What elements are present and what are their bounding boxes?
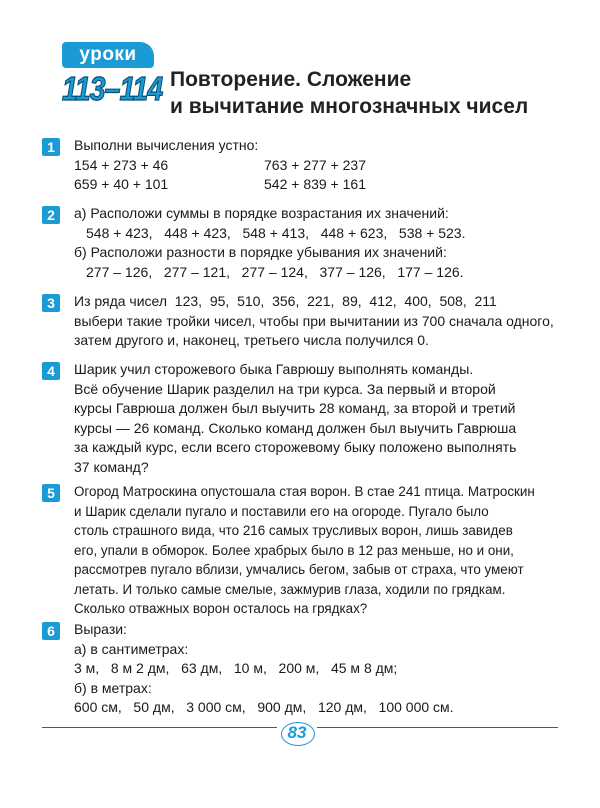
task-text-line: за каждый курс, если всего сторожевому быку положено выполнять <box>74 439 517 455</box>
task-number: 5 <box>42 484 60 502</box>
expression: 659 + 40 + 101 <box>74 176 169 192</box>
task-part-b: б) Расположи разности в порядке убывания их значений: <box>74 244 447 260</box>
task-part-a-values: 3 м, 8 м 2 дм, 63 дм, 10 м, 200 м, 45 м 8 дм; <box>74 660 398 676</box>
task-text-line: Шарик учил сторожевого быка Гаврюшу выполнять команды. <box>74 361 474 377</box>
task-body <box>74 136 564 195</box>
task-part-a-values: 548 + 423, 448 + 423, 548 + 413, 448 + 623, 538 + 523. <box>86 224 466 241</box>
lesson-tag: уроки <box>62 42 154 68</box>
task-text-line: летать. И только самые смелые, зажмурив глаза, ходили по грядкам. <box>74 581 506 597</box>
task-number: 3 <box>42 294 60 312</box>
task-intro: Выполни вычисления устно: <box>74 137 259 153</box>
task-number: 1 <box>42 138 60 156</box>
task-number: 2 <box>42 206 60 224</box>
task-body <box>74 620 564 718</box>
task-part-b-values: 277 – 126, 277 – 121, 277 – 124, 377 – 126, 177 – 126. <box>86 263 464 280</box>
task-number: 4 <box>42 362 60 380</box>
page-number-oval <box>281 722 315 746</box>
expression-row <box>74 175 564 195</box>
task-text-line: столь страшного вида, что 216 самых трусливых ворон, лишь завидев <box>74 523 513 538</box>
task-body <box>74 482 564 619</box>
task-text-line: Из ряда чисел 123, 95, 510, 356, 221, 89, 412, 400, 508, 211 <box>74 293 497 309</box>
task-text-line: рассмотрев пугало вблизи, умчались бегом, забыв от страха, что умеют <box>74 562 524 577</box>
task-text-line: Всё обучение Шарик разделил на три курса. За первый и второй <box>74 380 496 397</box>
task-intro: Вырази: <box>74 621 127 637</box>
task-text-line: 37 команд? <box>74 458 149 475</box>
page-title <box>170 66 570 120</box>
task-text-line: затем другого и, наконец, третьего числа получился 0. <box>74 332 429 348</box>
expression: 154 + 273 + 46 <box>74 156 169 173</box>
task-text-line: выбери такие тройки чисел, чтобы при вычитании из 700 сначала одного, <box>74 312 554 329</box>
task-text-line: и Шарик сделали пугало и поставили его на огороде. Пугало было <box>74 503 489 519</box>
task-text-line: Огород Матроскина опустошала стая ворон. В стае 241 птица. Матроскин <box>74 484 535 499</box>
expression: 763 + 277 + 237 <box>264 156 366 173</box>
title-line-1: Повторение. Сложение <box>170 68 412 91</box>
lesson-numbers: 113–114 <box>62 70 163 107</box>
task-body <box>74 292 564 351</box>
expression-row <box>74 156 564 176</box>
task-part-b-values: 600 см, 50 дм, 3 000 см, 900 дм, 120 дм, 100 000 см. <box>74 699 454 715</box>
task-body <box>74 360 564 477</box>
title-line-2: и вычитание многозначных чисел <box>170 95 529 118</box>
task-part-b: б) в метрах: <box>74 679 152 696</box>
expression: 542 + 839 + 161 <box>264 176 366 192</box>
page-number: 83 <box>277 721 317 745</box>
task-text-line: курсы — 26 команд. Сколько команд должен был выучить Гаврюша <box>74 419 517 436</box>
task-text-line: курсы Гаврюша должен был выучить 28 команд, за второй и третий <box>74 400 516 416</box>
task-text-line: его, упали в обморок. Более храбрых было в 12 раз меньше, но и они, <box>74 542 514 558</box>
task-body <box>74 204 564 282</box>
task-part-a: а) Расположи суммы в порядке возрастания их значений: <box>74 205 449 221</box>
lesson-badge <box>62 42 162 110</box>
task-text-line: Сколько отважных ворон осталось на грядках? <box>74 601 368 616</box>
task-part-a: а) в сантиметрах: <box>74 640 189 657</box>
task-number: 6 <box>42 622 60 640</box>
